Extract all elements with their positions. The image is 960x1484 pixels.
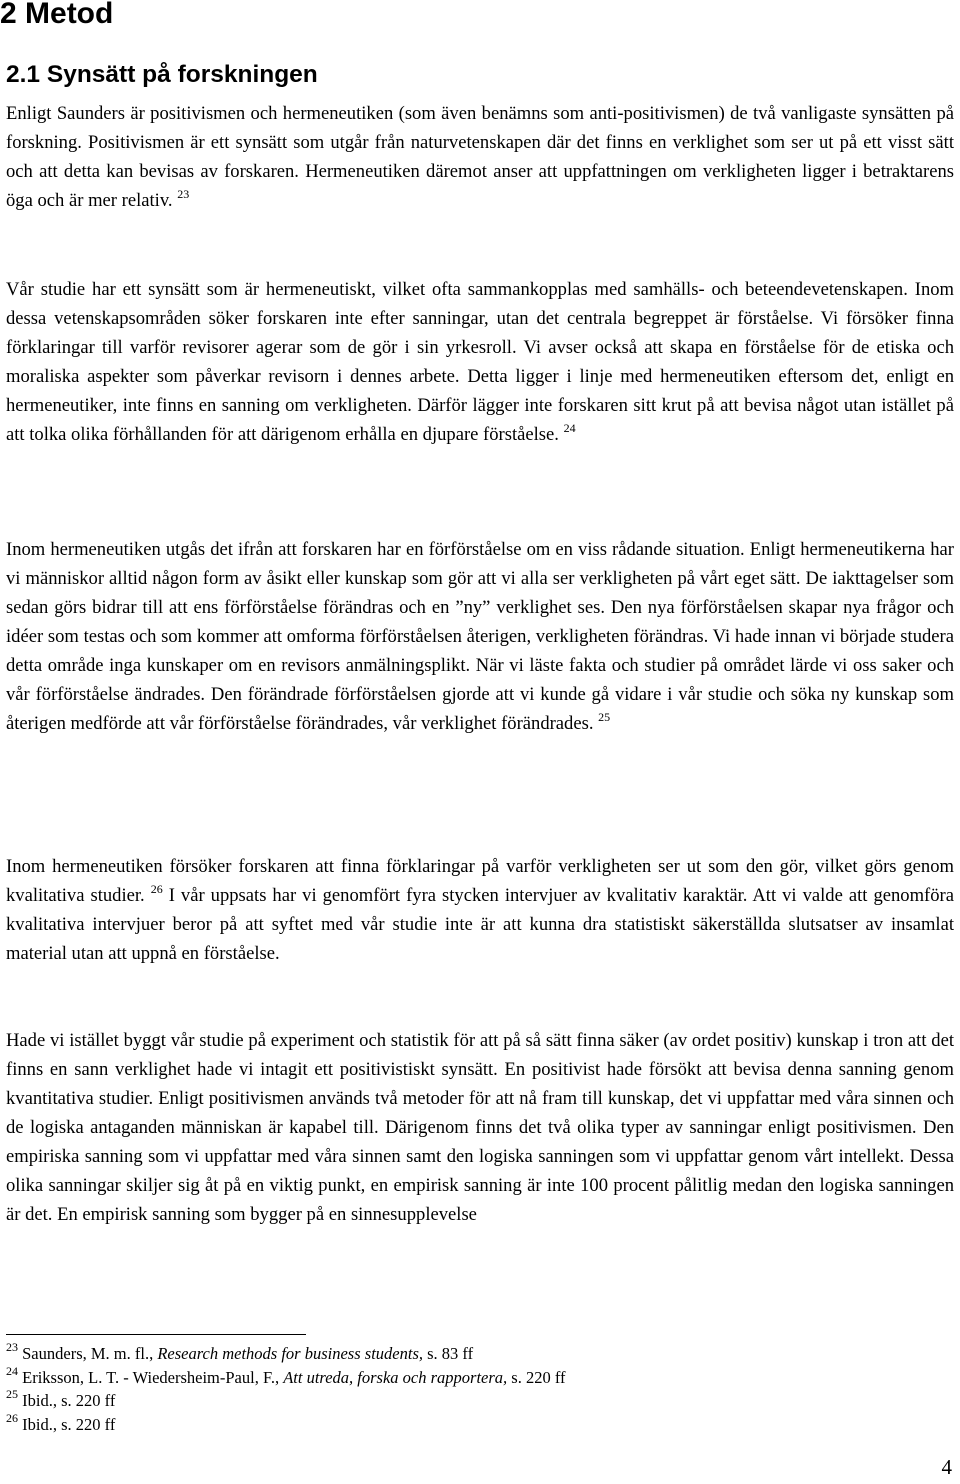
section-heading: 2.1 Synsätt på forskningen — [6, 61, 318, 88]
paragraph-4 — [6, 852, 954, 968]
paragraph-text: Vår studie har ett synsätt som är hermeneutiskt, vilket ofta sammankopplas med samhälls- och beteendevetenskapen. Inom dessa vetenskapsområden söker forskaren inte efter sanningar, utan det centrala begreppet är förståelse. Vi försöker finna förklaringar till varför revisorer agerar som de gör i sin yrkesroll. Vi avser också att skapa en förståelse för de etiska och moraliska aspekter som påverkar revisorn i dennes arbete. Detta ligger i linje med hermeneutiken eftersom det, enligt en hermeneutiker, inte finns en sanning om verkligheten. Därför lägger inte forskaren sitt krut på att bevisa något utan istället på att tolka olika förhållanden för att därigenom erhålla en djupare förståelse. — [6, 279, 954, 445]
footnote-number: 25 — [6, 1387, 18, 1401]
footnote — [6, 1363, 906, 1390]
footnote-number: 26 — [6, 1410, 18, 1425]
paragraph-3 — [6, 535, 954, 738]
footnote — [6, 1389, 906, 1413]
paragraph-text: Enligt Saunders är positivismen och hermeneutiken (som även benämns som anti-positivismen) de två vanligaste synsätten på forskning. Positivismen är ett synsätt som utgår från naturvetenskapen där det finns en verklighet som ser ut på ett visst sätt och att detta kan bevisas av forskaren. Hermeneutiken däremot anser att uppfattningen om verkligheten ligger i betraktarens öga och är mer relativ. — [6, 103, 954, 211]
footnote-separator — [6, 1334, 306, 1335]
footnote — [6, 1410, 906, 1437]
footnote-text: Eriksson, L. T. - Wiedersheim-Paul, F., — [22, 1367, 284, 1387]
footnote-title: Research methods for business students, — [157, 1344, 423, 1363]
chapter-heading: 2 Metod — [0, 0, 114, 30]
footnote-text-end: s. 220 ff — [507, 1367, 566, 1387]
paragraph-text-continued: I vår uppsats har vi genomfört fyra stycken intervjuer av kvalitativ karaktär. Att vi valde att genomföra kvalitativa intervjuer beror på att syftet med vår studie inte är att kunna dra statistiskt säkerställda slutsatser av insamlat material utan att uppnå en förståelse. — [6, 885, 954, 964]
footnotes — [6, 1342, 906, 1436]
footnote-text-end: s. 83 ff — [423, 1344, 474, 1363]
paragraph-text: Inom hermeneutiken försöker forskaren att finna förklaringar på varför verkligheten ser ut som den gör, vilket görs genom kvalitativa studier. — [6, 856, 954, 906]
footnote-title: Att utreda, forska och rapportera, — [283, 1367, 508, 1387]
footnote-number: 24 — [6, 1363, 18, 1378]
footnote-reference[interactable]: 25 — [598, 710, 611, 724]
footnote-text: Ibid., s. 220 ff — [22, 1391, 116, 1410]
paragraph-1 — [6, 99, 954, 215]
footnote — [6, 1342, 906, 1366]
footnote-number: 23 — [6, 1340, 18, 1354]
footnote-reference[interactable]: 24 — [563, 421, 576, 435]
footnote-text: Saunders, M. m. fl., — [22, 1344, 158, 1363]
paragraph-2 — [6, 275, 954, 449]
footnote-reference[interactable]: 23 — [177, 187, 190, 201]
footnote-text: Ibid., s. 220 ff — [22, 1414, 116, 1434]
page-number: 4 — [941, 1455, 952, 1479]
paragraph-5 — [6, 1026, 954, 1229]
paragraph-text: Inom hermeneutiken utgås det ifrån att forskaren har en förförståelse om en viss rådande situation. Enligt hermeneutikerna har vi människor alltid någon form av åsikt eller kunskap som gör att vi alla ser verkligheten på vårt eget sätt. De iakttagelser som sedan görs bidrar till att ens förförståelse förändras och en ”ny” verklighet ses. Den nya förförståelsen skapar nya frågor och idéer som testas och som kommer att omforma förförståelsen återigen, verkligheten förändras. Vi hade innan vi började studera detta område inga kunskaper om en revisors anmälningsplikt. När vi läste fakta och studier på området lärde vi oss saker och vår förförståelse ändrades. Den förändrade förförståelsen gjorde att vi kunde gå vidare i vår studie och söka ny kunskap som återigen medförde att vår förförståelse förändrades, vår verklighet förändrades. — [6, 539, 954, 734]
paragraph-text: Hade vi istället byggt vår studie på experiment och statistik för att på så sätt finna säker (av ordet positiv) kunskap i tron att det finns en sann verklighet hade vi intagit ett positivistiskt synsätt. En positivist hade försökt att bevisa denna sanning genom kvantitativa studier. Enligt positivismen används två metoder för att nå fram till kunskap, det vi uppfattar med våra sinnen och de logiska antaganden människan är kapabel till. Därigenom finns det två olika typer av sanningar enligt positivismen. Den empiriska sanning som vi uppfattar med våra sinnen samt den logiska sanningen som vi uppfattar genom vårt intellekt. Dessa olika sanningar skiljer sig åt på en viktig punkt, en empirisk sanning är inte 100 procent pålitlig medan den logiska sanningen är det. En empirisk sanning som bygger på en sinnesupplevelse — [6, 1030, 954, 1225]
footnote-reference[interactable]: 26 — [150, 882, 163, 896]
